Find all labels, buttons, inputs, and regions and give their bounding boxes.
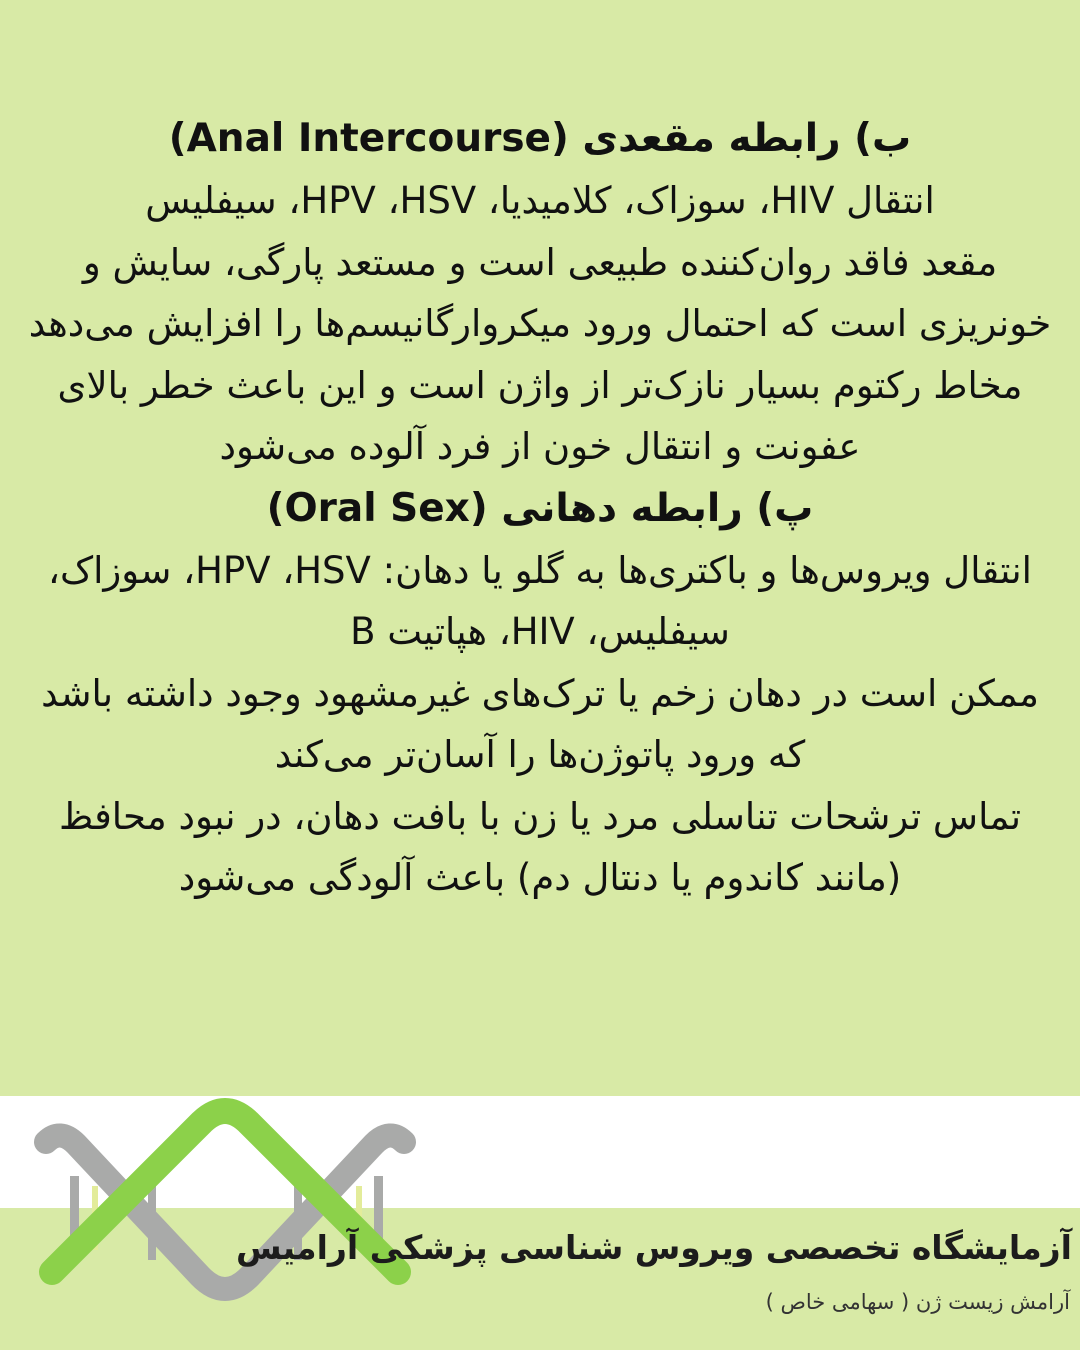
footer-banner <box>0 1096 1080 1350</box>
oral-risk-paragraph-1: ممکن است در دهان زخم یا ترک‌های غیرمشهود وجود داشته باشد که ورود پاتوژن‌ها را آسان‌تر می‌کند <box>41 671 1039 776</box>
aramis-lab-logo-icon <box>30 1098 420 1312</box>
section-heading-anal-latin: (Anal Intercourse) <box>168 116 569 161</box>
article-content <box>20 108 1060 909</box>
oral-transmission-list: انتقال ویروس‌ها و باکتری‌ها به گلو یا دهان: HPV ،HSV، سوزاک، سیفلیس، HIV، هپاتیت B <box>48 548 1032 653</box>
section-heading-anal-title: ب) رابطه مقعدی <box>582 116 912 161</box>
section-heading-anal <box>20 108 1060 170</box>
anal-risk-paragraph-2: مخاط رکتوم بسیار نازک‌تر از واژن است و این باعث خطر بالای عفونت و انتقال خون از فرد آلوده می‌شود <box>57 363 1023 468</box>
section-heading-oral-title: پ) رابطه دهانی <box>501 485 814 531</box>
oral-risk-paragraph-2: تماس ترشحات تناسلی مرد یا زن با بافت دهان، در نبود محافظ (مانند کاندوم یا دنتال دم) باعث آلودگی می‌شود <box>58 794 1022 899</box>
anal-risk-paragraph-1: مقعد فاقد روان‌کننده طبیعی است و مستعد پارگی، سایش و خونریزی است که احتمال ورود میکروارگانیسم‌ها را افزایش می‌دهد <box>28 240 1052 345</box>
org-name: آزمایشگاه تخصصی ویروس شناسی پزشکی آرامیس <box>236 1228 1072 1267</box>
section-heading-oral <box>20 478 1060 540</box>
anal-transmission-list: انتقال HIV، سوزاک، کلامیدیا، HPV ،HSV، سیفلیس <box>145 179 935 222</box>
section-heading-oral-latin: (Oral Sex) <box>266 485 488 531</box>
org-subtitle: آرامش زیست ژن ( سهامی خاص ) <box>765 1290 1070 1314</box>
